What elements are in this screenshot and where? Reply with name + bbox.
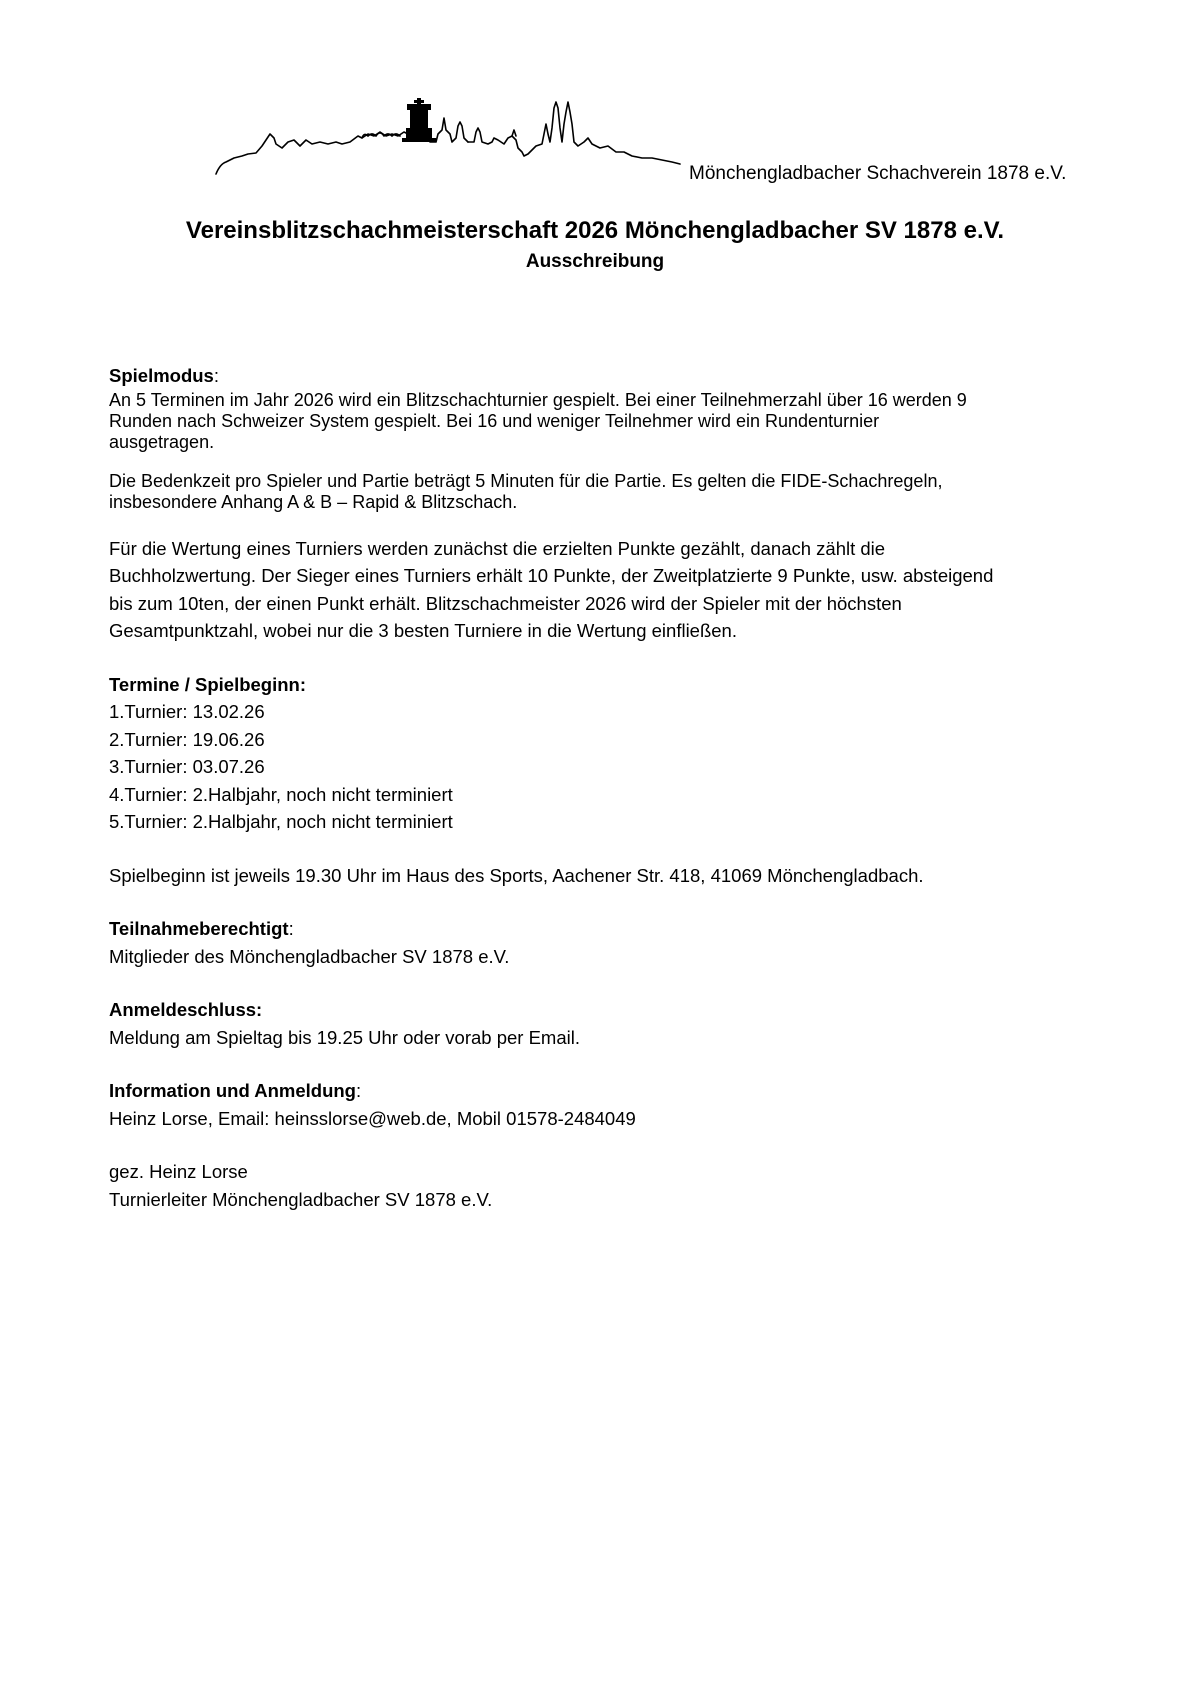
text-line: Die Bedenkzeit pro Spieler und Partie beträgt 5 Minuten für die Partie. Es gelten die FIDE-Schachregeln, (109, 470, 943, 491)
list-item: 4.Turnier: 2.Halbjahr, noch nicht terminiert (109, 783, 453, 805)
page-title: Vereinsblitzschachmeisterschaft 2026 Mönchengladbacher SV 1878 e.V. (185, 217, 1005, 244)
text-line: An 5 Terminen im Jahr 2026 wird ein Blitzschachturnier gespielt. Bei einer Teilnehmerzahl über 16 werden 9 (109, 389, 967, 410)
paragraph-spielmodus-1 (109, 390, 1099, 453)
list-item: 3.Turnier: 03.07.26 (109, 756, 265, 777)
section-termine (109, 671, 1099, 890)
section-heading-termine: Termine / Spielbeginn: (109, 673, 307, 695)
section-heading-teilnahme: Teilnahmeberechtigt (109, 918, 289, 939)
section-information (109, 1077, 1099, 1132)
signature-line: gez. Heinz Lorse (109, 1161, 248, 1182)
city-skyline-chess-king-icon (212, 98, 682, 183)
section-heading-spielmodus: Spielmodus (109, 365, 214, 386)
anmeldeschluss-text: Meldung am Spieltag bis 19.25 Uhr oder vorab per Email. (109, 1026, 580, 1048)
text-line: ausgetragen. (109, 431, 215, 452)
section-anmeldeschluss (109, 996, 1099, 1051)
heading-colon: : (213, 365, 219, 386)
spielbeginn-text: Spielbeginn ist jeweils 19.30 Uhr im Haus des Sports, Aachener Str. 418, 41069 Mönchengladbach. (109, 864, 924, 886)
list-item: 2.Turnier: 19.06.26 (109, 728, 265, 750)
tournament-date-list (109, 698, 1099, 836)
paragraph-spielmodus-3 (109, 535, 1099, 645)
text-line: Runden nach Schweizer System gespielt. Bei 16 und weniger Teilnehmer wird ein Rundenturnier (109, 410, 880, 431)
title-block (0, 215, 1190, 275)
section-heading-anmeldeschluss: Anmeldeschluss: (109, 999, 263, 1020)
signature-role: Turnierleiter Mönchengladbacher SV 1878 e.V. (109, 1188, 493, 1210)
text-line: Für die Wertung eines Turniers werden zunächst die erzielten Punkte gezählt, danach zählt die (109, 537, 886, 559)
text-line: Buchholzwertung. Der Sieger eines Turniers erhält 10 Punkte, der Zweitplatzierte 9 Punkte, usw. absteigend (109, 565, 994, 586)
heading-colon: : (288, 918, 294, 939)
letterhead (212, 98, 1112, 188)
section-spielmodus (109, 362, 1099, 645)
contact-info: Heinz Lorse, Email: heinsslorse@web.de, Mobil 01578-2484049 (109, 1107, 636, 1129)
section-teilnahme (109, 915, 1099, 970)
list-item: 5.Turnier: 2.Halbjahr, noch nicht terminiert (109, 811, 453, 832)
teilnahme-text: Mitglieder des Mönchengladbacher SV 1878 e.V. (109, 945, 510, 967)
list-item: 1.Turnier: 13.02.26 (109, 701, 265, 722)
club-name: Mönchengladbacher Schachverein 1878 e.V. (689, 163, 1067, 184)
paragraph-spielmodus-2 (109, 471, 1099, 513)
text-line: Gesamtpunktzahl, wobei nur die 3 besten Turniere in die Wertung einfließen. (109, 620, 737, 641)
text-line: insbesondere Anhang A & B – Rapid & Blitzschach. (109, 491, 518, 512)
page-subtitle: Ausschreibung (525, 251, 665, 272)
section-heading-information: Information und Anmeldung (109, 1080, 356, 1101)
heading-colon: : (355, 1080, 362, 1101)
text-line: bis zum 10ten, der einen Punkt erhält. Blitzschachmeister 2026 wird der Spieler mit der höchsten (109, 592, 902, 614)
signature-block (109, 1158, 1099, 1213)
document-body (109, 362, 1099, 1213)
